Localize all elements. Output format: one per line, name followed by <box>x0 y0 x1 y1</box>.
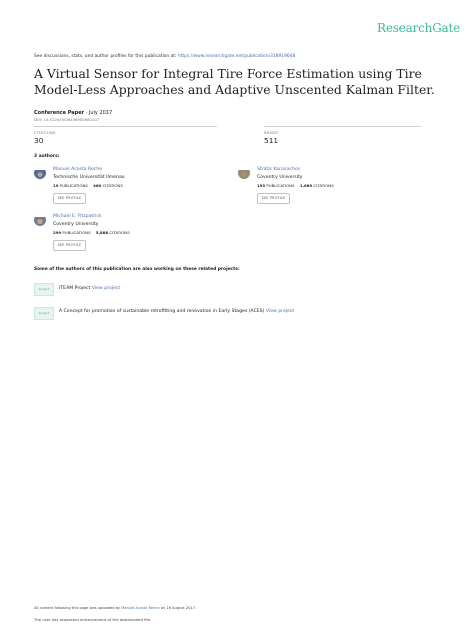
author-institution: Coventry University <box>53 222 99 227</box>
authors-heading: 3 authors: <box>34 154 60 159</box>
author-card <box>34 214 224 254</box>
citations-label: CITATIONS <box>313 183 334 188</box>
upload-note <box>34 606 196 610</box>
see-profile-button[interactable]: SEE PROFILE <box>53 240 86 251</box>
upload-prefix: All content following this page was uploaded by <box>34 606 121 610</box>
upload-date: on 16 August 2017. <box>160 606 197 610</box>
project-name: A Concept for promotion of sustainable retrofitting and renovation in Early Stages (ACES) <box>59 309 265 314</box>
publications-label: PUBLICATIONS <box>266 183 295 188</box>
author-name[interactable]: Michael E. Fitzpatrick <box>53 214 102 219</box>
author-stats <box>257 183 334 188</box>
citation-count: 5,888 <box>95 230 109 235</box>
citations-label: CITATIONS <box>109 230 130 235</box>
project-icon[interactable]: Project <box>34 307 54 320</box>
enhancement-note: The user has requested enhancement of the downloaded file. <box>34 617 152 622</box>
avatar[interactable] <box>34 167 46 179</box>
publication-type: Conference Paper <box>34 110 85 116</box>
project-name: ITEAM Project <box>59 286 91 291</box>
author-institution: Coventry University <box>257 175 303 180</box>
divider <box>34 126 217 127</box>
publication-count: 299 <box>53 230 62 235</box>
reads-label: READS <box>264 130 278 135</box>
publication-count: 19 <box>53 183 59 188</box>
citation-count: 1,669 <box>299 183 313 188</box>
doi[interactable]: DOI: 10.5220/0006436900980107 <box>34 117 100 122</box>
reads-count: 511 <box>264 136 279 145</box>
author-card <box>238 167 428 207</box>
project-item <box>59 309 294 314</box>
author-name[interactable]: Manuel Acosta Reche <box>53 167 103 172</box>
discussion-line <box>34 54 295 59</box>
author-stats <box>53 183 123 188</box>
publication-meta <box>34 110 112 116</box>
project-item <box>59 286 120 291</box>
avatar[interactable] <box>238 167 250 179</box>
author-card <box>34 167 224 207</box>
publications-label: PUBLICATIONS <box>62 230 91 235</box>
publication-link[interactable]: https://www.researchgate.net/publication/318919648 <box>177 54 296 59</box>
projects-heading: Some of the authors of this publication are also working on these related projects: <box>34 267 240 272</box>
citation-count: 460 <box>93 183 102 188</box>
uploader-link[interactable]: Manuel Acosta Reche <box>121 606 160 610</box>
publications-label: PUBLICATIONS <box>59 183 88 188</box>
author-name[interactable]: Stratis Kanarachos <box>257 167 301 172</box>
researchgate-logo[interactable]: ResearchGate <box>376 21 460 35</box>
meta-separator: · <box>84 110 89 116</box>
discussion-prefix: See discussions, stats, and author profiles for this publication at: <box>34 54 177 59</box>
citations-label: CITATIONS <box>34 130 56 135</box>
see-profile-button[interactable]: SEE PROFILE <box>53 193 86 204</box>
citations-label: CITATIONS <box>102 183 123 188</box>
view-project-link[interactable]: View project <box>91 286 121 291</box>
divider <box>264 126 421 127</box>
publication-date: July 2017 <box>88 110 113 116</box>
publication-count: 193 <box>257 183 266 188</box>
see-profile-button[interactable]: SEE PROFILE <box>257 193 290 204</box>
author-stats <box>53 230 130 235</box>
avatar[interactable] <box>34 214 46 226</box>
citations-count: 30 <box>34 136 44 145</box>
author-institution: Technische Universität Ilmenau <box>53 175 125 180</box>
view-project-link[interactable]: View project <box>265 309 295 314</box>
paper-title: A Virtual Sensor for Integral Tire Force Estimation using Tire Model-Less Approaches and Adaptive Unscented Kalman Filter. <box>34 66 435 97</box>
project-icon[interactable]: Project <box>34 283 54 296</box>
